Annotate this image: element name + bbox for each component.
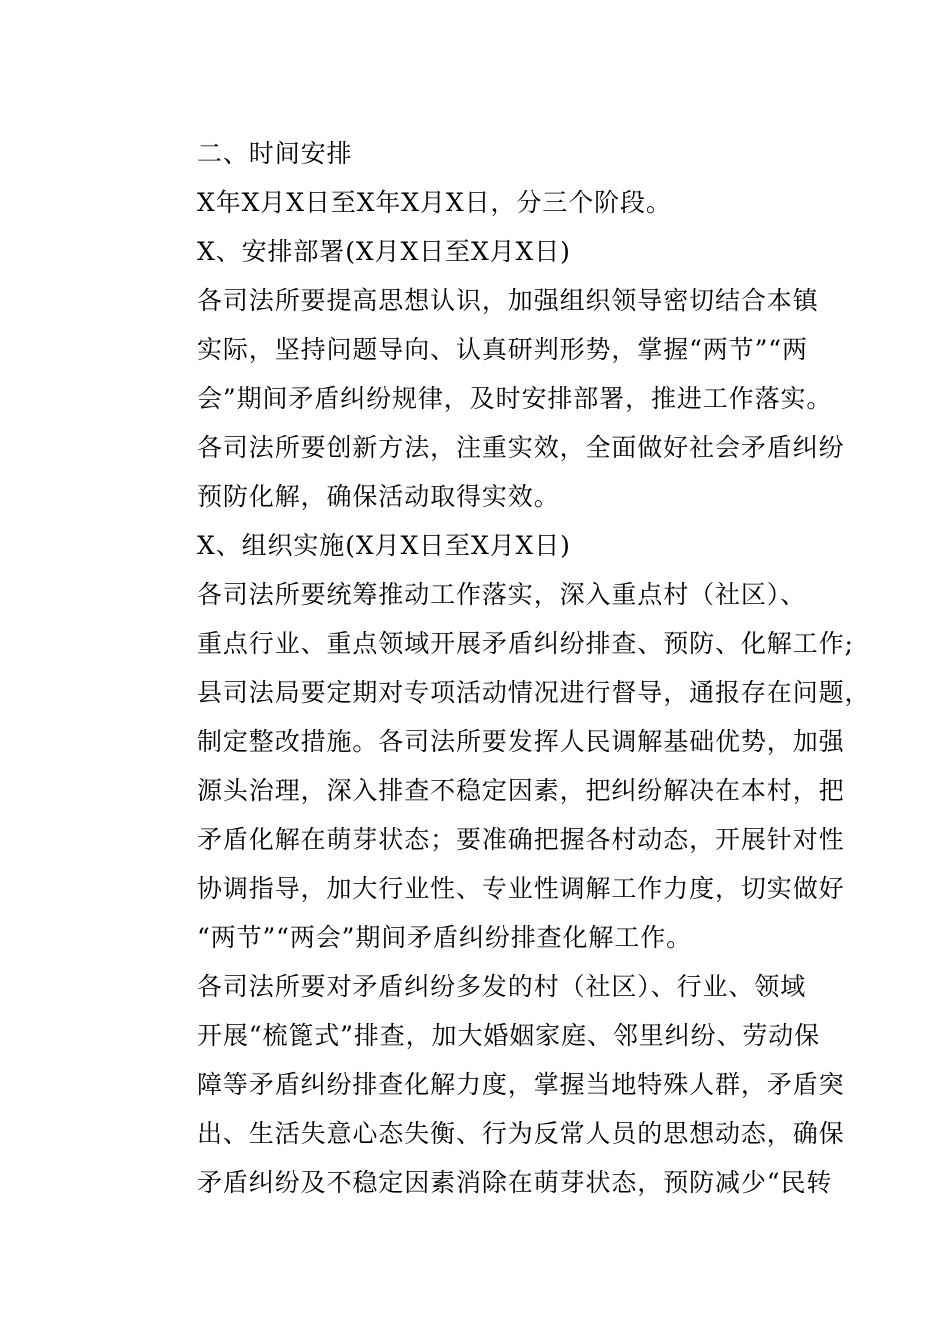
section-heading-schedule: 二、时间安排: [197, 139, 353, 168]
phase-2-body-continued: 各司法所要对矛盾纠纷多发的村（社区）、行业、领域 开展“梳篦式”排查，加大婚姻家庭、邻里纠纷、劳动保 障等矛盾纠纷排查化解力度，掌握当地特殊人群，矛盾突 出、生活失意心态失衡、行为反常人员的思想动态，确保 矛盾纠纷及不稳定因素消除在萌芽状态，预防减少“民转: [197, 972, 845, 1197]
phase-2-body: 各司法所要统筹推动工作落实，深入重点村（社区）、 重点行业、重点领域开展矛盾纠纷排查、预防、化解工作; 县司法局要定期对专项活动情况进行督导，通报存在问题， 制定整改措施。各司法所要发挥人民调解基础优势，加强 源头治理，深入排查不稳定因素，把纠纷解决在本村，把 矛盾化解在萌芽状态；要准确把握各村动态，开展针对性 协调指导，加大行业性、专业性调解工作力度，切实做好 “两节”“两会”期间矛盾纠纷排查化解工作。: [197, 580, 871, 952]
phase-1-body: 各司法所要提高思想认识，加强组织领导密切结合本镇 实际，坚持问题导向、认真研判形势，掌握“两节”“两 会”期间矛盾纠纷规律，及时安排部署，推进工作落实。 各司法所要创新方法，注重实效，全面做好社会矛盾纠纷 预防化解，确保活动取得实效。: [197, 286, 845, 511]
phase-1-heading: X、安排部署(X月X日至X月X日): [197, 237, 571, 266]
phase-2-heading: X、组织实施(X月X日至X月X日): [197, 531, 571, 560]
document-body: [147, 129, 871, 1207]
schedule-summary: X年X月X日至X年X月X日，分三个阶段。: [197, 188, 672, 217]
